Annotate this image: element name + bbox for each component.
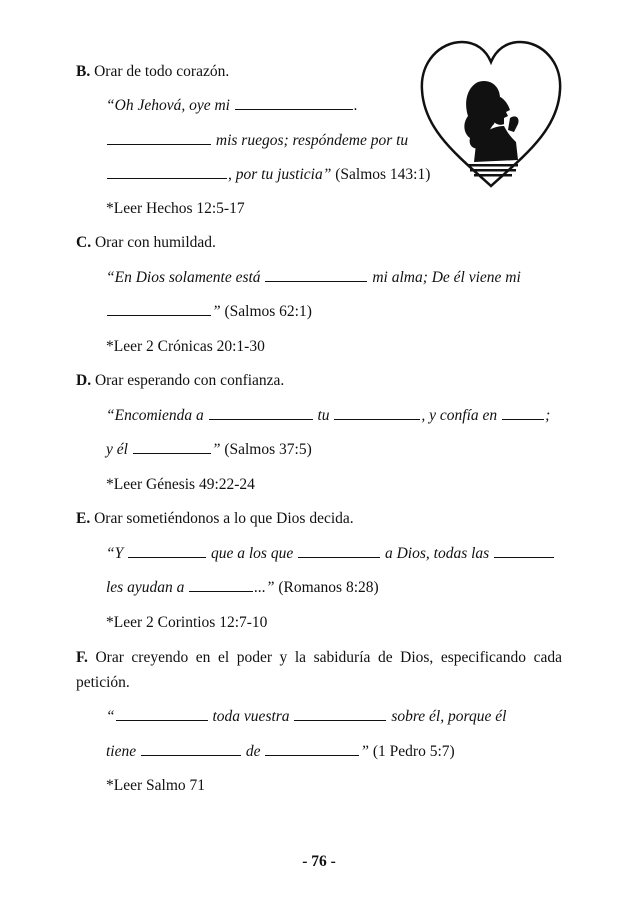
fill-blank[interactable] bbox=[235, 96, 353, 110]
page-number: - 76 - bbox=[302, 853, 336, 870]
section-d-reading: *Leer Génesis 49:22-24 bbox=[106, 476, 255, 493]
section-b-heading bbox=[76, 62, 229, 82]
fill-blank[interactable] bbox=[141, 742, 241, 756]
fill-blank[interactable] bbox=[265, 268, 367, 282]
section-title: Orar con humildad. bbox=[91, 234, 216, 251]
section-e-quote-line-1 bbox=[106, 544, 555, 564]
section-b-quote-line-2 bbox=[106, 131, 408, 151]
section-e-quote-line-2 bbox=[106, 578, 379, 598]
section-title: Orar sometiéndonos a lo que Dios decida. bbox=[90, 510, 354, 527]
quote-text: mis ruegos; respóndeme por tu bbox=[212, 132, 409, 149]
section-d-quote-line-1 bbox=[106, 406, 550, 426]
section-f-heading bbox=[76, 648, 562, 668]
section-b-quote-line-1 bbox=[106, 96, 358, 116]
section-f-quote-line-2 bbox=[106, 742, 455, 762]
quote-text: . bbox=[353, 97, 358, 114]
quote-text: ” bbox=[360, 743, 370, 760]
section-c-reading: *Leer 2 Crónicas 20:1-30 bbox=[106, 338, 265, 355]
quote-text: de bbox=[242, 743, 265, 760]
fill-blank[interactable] bbox=[107, 165, 227, 179]
scripture-reference: (Salmos 62:1) bbox=[220, 303, 312, 320]
section-c-quote-line-2 bbox=[106, 302, 312, 322]
section-c-heading bbox=[76, 233, 216, 253]
section-letter: C. bbox=[76, 234, 92, 251]
scripture-reference: (Romanos 8:28) bbox=[274, 579, 379, 596]
quote-text: “En Dios solamente está bbox=[106, 269, 265, 286]
section-b-quote-line-3 bbox=[106, 165, 430, 185]
quote-text: , por tu justicia” bbox=[228, 166, 332, 183]
quote-text: ; bbox=[545, 407, 551, 424]
praying-woman-heart-icon bbox=[418, 38, 564, 190]
fill-blank[interactable] bbox=[107, 131, 211, 145]
scripture-reference: (Salmos 37:5) bbox=[220, 441, 312, 458]
quote-text: mi alma; De él viene mi bbox=[368, 269, 521, 286]
section-f-reading: *Leer Salmo 71 bbox=[106, 777, 206, 794]
quote-text: sobre él, porque él bbox=[387, 708, 507, 725]
fill-blank[interactable] bbox=[107, 302, 211, 316]
quote-text: ...” bbox=[254, 579, 275, 596]
section-e-heading bbox=[76, 509, 354, 529]
fill-blank[interactable] bbox=[209, 406, 313, 420]
section-d-heading bbox=[76, 371, 284, 391]
fill-blank[interactable] bbox=[502, 406, 544, 420]
quote-text: y él bbox=[106, 441, 132, 458]
quote-text: ” bbox=[211, 441, 221, 458]
quote-text: que a los que bbox=[207, 545, 298, 562]
section-letter: F. bbox=[76, 649, 88, 666]
section-letter: E. bbox=[76, 510, 91, 527]
quote-text: “Y bbox=[106, 545, 128, 562]
section-title: Orar de todo corazón. bbox=[90, 63, 230, 80]
fill-blank[interactable] bbox=[294, 707, 386, 721]
quote-text: ” bbox=[212, 303, 221, 320]
quote-text: tu bbox=[313, 407, 334, 424]
quote-text: “Oh Jehová, oye mi bbox=[106, 97, 234, 114]
fill-blank[interactable] bbox=[334, 406, 420, 420]
scripture-reference: (1 Pedro 5:7) bbox=[369, 743, 455, 760]
fill-blank[interactable] bbox=[298, 544, 380, 558]
section-title: Orar creyendo en el poder y la sabiduría de Dios, especificando cada bbox=[87, 649, 562, 666]
quote-text: tiene bbox=[106, 743, 140, 760]
fill-blank[interactable] bbox=[128, 544, 206, 558]
section-f-heading-continued: petición. bbox=[76, 674, 130, 691]
quote-text: a Dios, todas las bbox=[381, 545, 494, 562]
quote-text: les ayudan a bbox=[106, 579, 189, 596]
fill-blank[interactable] bbox=[494, 544, 554, 558]
section-b-reading: *Leer Hechos 12:5-17 bbox=[106, 200, 245, 217]
section-letter: D. bbox=[76, 372, 92, 389]
quote-text: , y confía en bbox=[421, 407, 502, 424]
section-e-reading: *Leer 2 Corintios 12:7-10 bbox=[106, 614, 268, 631]
fill-blank[interactable] bbox=[133, 440, 211, 454]
scripture-reference: (Salmos 143:1) bbox=[331, 166, 431, 183]
section-letter: B. bbox=[76, 63, 91, 80]
fill-blank[interactable] bbox=[116, 707, 208, 721]
section-c-quote-line-1 bbox=[106, 268, 521, 288]
quote-text: “Encomienda a bbox=[106, 407, 208, 424]
fill-blank[interactable] bbox=[265, 742, 359, 756]
section-f-quote-line-1 bbox=[106, 707, 506, 727]
quote-text: toda vuestra bbox=[208, 708, 294, 725]
quote-text: “ bbox=[106, 708, 115, 725]
section-d-quote-line-2 bbox=[106, 440, 312, 460]
fill-blank[interactable] bbox=[189, 578, 253, 592]
section-title: Orar esperando con confianza. bbox=[91, 372, 285, 389]
